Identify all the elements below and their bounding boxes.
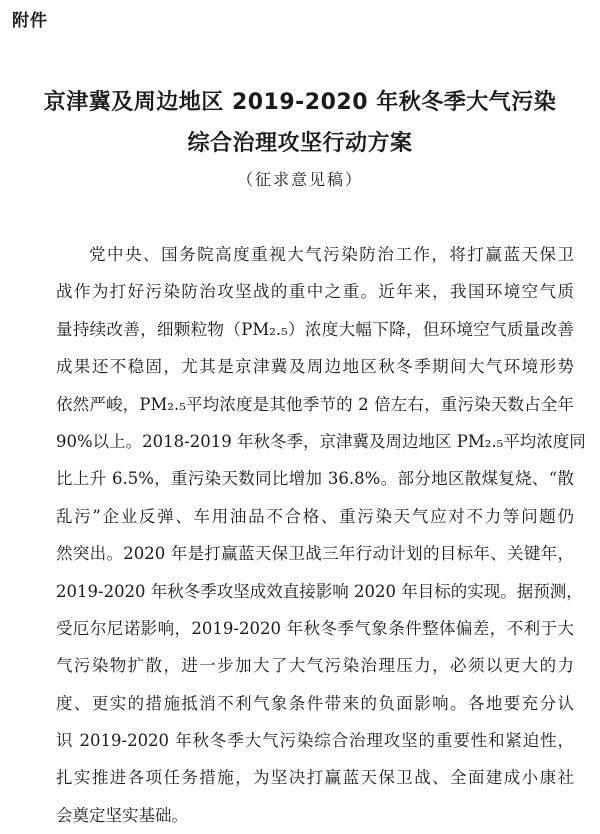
paragraph-line: 乱污”企业反弹、车用油品不合格、重污染天气应对不力等问题仍: [56, 506, 574, 526]
paragraph-line: 党中央、国务院高度重视大气污染防治工作，将打赢蓝天保卫: [89, 245, 574, 264]
document-title-line-1: 京津冀及周边地区 2019-2020 年秋冬季大气污染: [43, 90, 557, 115]
paragraph-line: 会奠定坚实基础。: [56, 805, 188, 825]
paragraph-line: 识 2019-2020 年秋冬季大气污染综合治理攻坚的重要性和紧迫性，: [56, 731, 574, 751]
attachment-label: 附件: [12, 11, 48, 31]
paragraph-line: 然突出。2020 年是打赢蓝天保卫战三年行动计划的目标年、关键年，: [56, 544, 574, 564]
paragraph-line: 度、更实的措施抵消不利气象条件带来的负面影响。各地要充分认: [56, 693, 574, 713]
paragraph-line: 战作为打好污染防治攻坚战的重中之重。近年来，我国环境空气质: [56, 282, 574, 302]
paragraph-line: 90%以上。2018-2019 年秋冬季，京津冀及周边地区 PM₂.₅平均浓度同: [56, 431, 586, 451]
paragraph-line: 成果还不稳固，尤其是京津冀及周边地区秋冬季期间大气环境形势: [56, 357, 574, 377]
paragraph-line: 量持续改善，细颗粒物（PM₂.₅）浓度大幅下降，但环境空气质量改善: [56, 319, 574, 339]
document-title-line-2: 综合治理攻坚行动方案: [187, 131, 413, 156]
paragraph-line: 气污染物扩散，进一步加大了大气污染治理压力，必须以更大的力: [56, 656, 574, 676]
paragraph-line: 依然严峻，PM₂.₅平均浓度是其他季节的 2 倍左右，重污染天数占全年: [56, 394, 574, 414]
paragraph-line: 2019-2020 年秋冬季攻坚成效直接影响 2020 年目标的实现。据预测，: [56, 581, 583, 601]
paragraph-line: 受厄尔尼诺影响，2019-2020 年秋冬季气象条件整体偏差，不利于大: [56, 618, 574, 638]
body-paragraph: [56, 236, 586, 834]
paragraph-line: 比上升 6.5%，重污染天数同比增加 36.8%。部分地区散煤复烧、“散: [56, 469, 574, 489]
paragraph-line: 扎实推进各项任务措施，为坚决打赢蓝天保卫战、全面建成小康社: [56, 768, 574, 788]
document-subtitle: （征求意见稿）: [236, 170, 363, 189]
